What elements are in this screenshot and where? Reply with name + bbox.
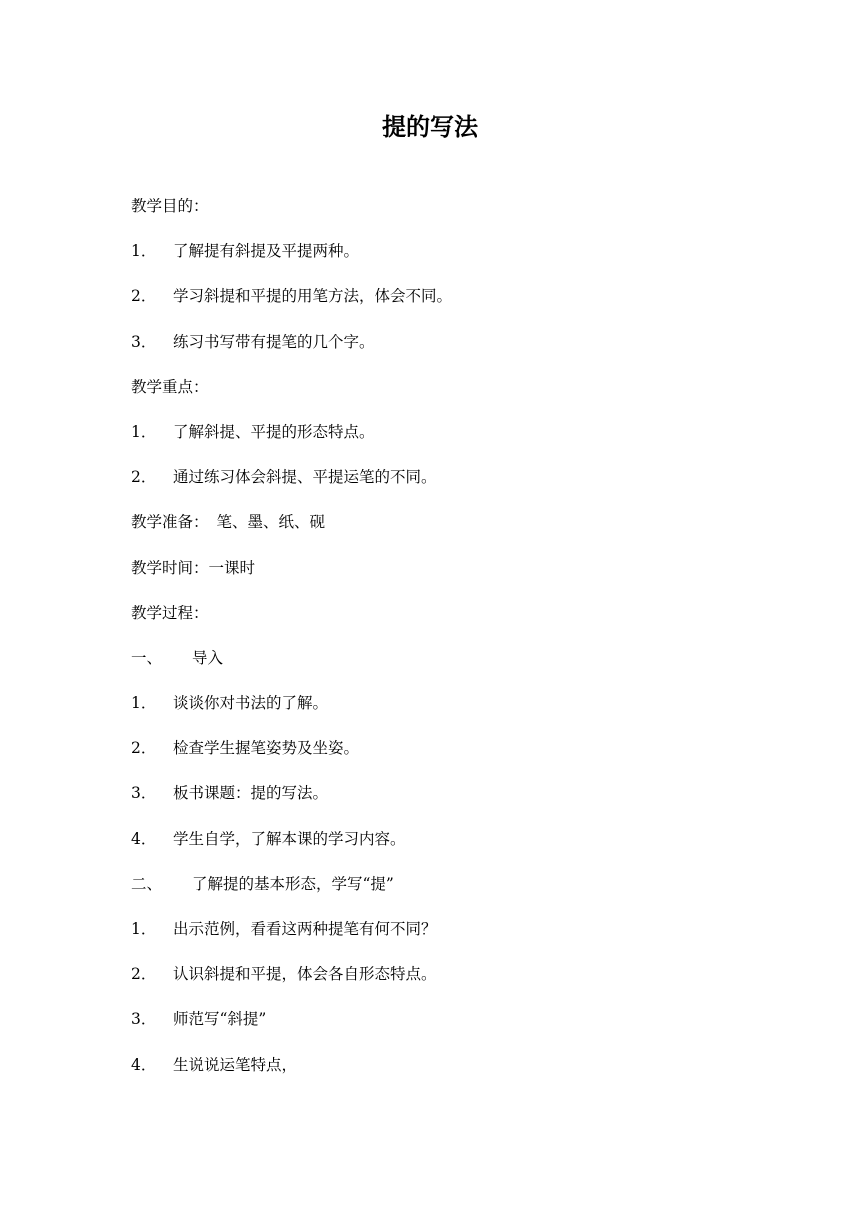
item-number: 4． bbox=[131, 1055, 157, 1074]
item-text: 学生自学，了解本课的学习内容。 bbox=[173, 829, 406, 848]
item-number: 3． bbox=[131, 332, 157, 351]
item-text: 师范写“斜提” bbox=[173, 1010, 267, 1029]
item-number: 2． bbox=[131, 739, 157, 758]
process-heading bbox=[131, 600, 751, 645]
section-heading bbox=[131, 871, 751, 916]
item-text: 出示范例，看看这两种提笔有何不同？ bbox=[173, 920, 437, 938]
item-number: 1． bbox=[131, 242, 157, 261]
item-text: 生说说运笔特点， bbox=[173, 1055, 298, 1074]
time-value: 一课时 bbox=[208, 558, 256, 577]
page-title: 提的写法 bbox=[382, 113, 478, 141]
item-number: 2． bbox=[131, 965, 157, 984]
item-number: 3． bbox=[131, 784, 157, 803]
key-point-item bbox=[131, 419, 751, 464]
item-number: 3． bbox=[131, 1010, 157, 1029]
section-title: 导入 bbox=[192, 648, 224, 667]
section-title: 了解提的基本形态，学写“提” bbox=[192, 874, 394, 893]
item-text: 了解斜提、平提的形态特点。 bbox=[173, 422, 375, 441]
item-text: 练习书写带有提笔的几个字。 bbox=[173, 332, 375, 351]
document-body bbox=[131, 193, 751, 1097]
item-text: 板书课题：提的写法。 bbox=[173, 784, 329, 803]
key-points-heading-text: 教学重点： bbox=[131, 377, 209, 396]
item-number: 1． bbox=[131, 694, 157, 713]
process-item bbox=[131, 780, 751, 825]
time-line bbox=[131, 555, 751, 600]
key-points-heading bbox=[131, 374, 751, 419]
objectives-heading bbox=[131, 193, 751, 238]
process-item bbox=[131, 1052, 751, 1097]
item-text: 检查学生握笔姿势及坐姿。 bbox=[173, 739, 360, 758]
item-number: 2． bbox=[131, 468, 157, 487]
key-point-item bbox=[131, 464, 751, 509]
process-item bbox=[131, 916, 751, 961]
item-text: 通过练习体会斜提、平提运笔的不同。 bbox=[173, 468, 437, 487]
objective-item bbox=[131, 329, 751, 374]
objective-item bbox=[131, 283, 751, 328]
process-item bbox=[131, 961, 751, 1006]
process-heading-text: 教学过程： bbox=[131, 603, 209, 622]
process-item bbox=[131, 1006, 751, 1051]
item-text: 了解提有斜提及平提两种。 bbox=[173, 242, 360, 261]
process-item bbox=[131, 826, 751, 871]
time-label: 教学时间： bbox=[131, 558, 209, 577]
objective-item bbox=[131, 238, 751, 283]
preparation-line bbox=[131, 509, 751, 554]
item-text: 学习斜提和平提的用笔方法，体会不同。 bbox=[173, 287, 453, 306]
section-number: 二、 bbox=[131, 874, 163, 893]
process-item bbox=[131, 735, 751, 780]
item-text: 谈谈你对书法的了解。 bbox=[173, 694, 329, 713]
objectives-heading-text: 教学目的： bbox=[131, 197, 209, 215]
item-number: 2． bbox=[131, 287, 157, 306]
item-text: 认识斜提和平提，体会各自形态特点。 bbox=[173, 965, 437, 984]
preparation-value: 笔、墨、纸、砚 bbox=[216, 513, 326, 532]
section-number: 一、 bbox=[131, 648, 163, 667]
preparation-label: 教学准备： bbox=[131, 513, 209, 532]
section-heading bbox=[131, 645, 751, 690]
item-number: 1． bbox=[131, 920, 157, 938]
item-number: 4． bbox=[131, 829, 157, 848]
process-item bbox=[131, 690, 751, 735]
item-number: 1． bbox=[131, 422, 157, 441]
